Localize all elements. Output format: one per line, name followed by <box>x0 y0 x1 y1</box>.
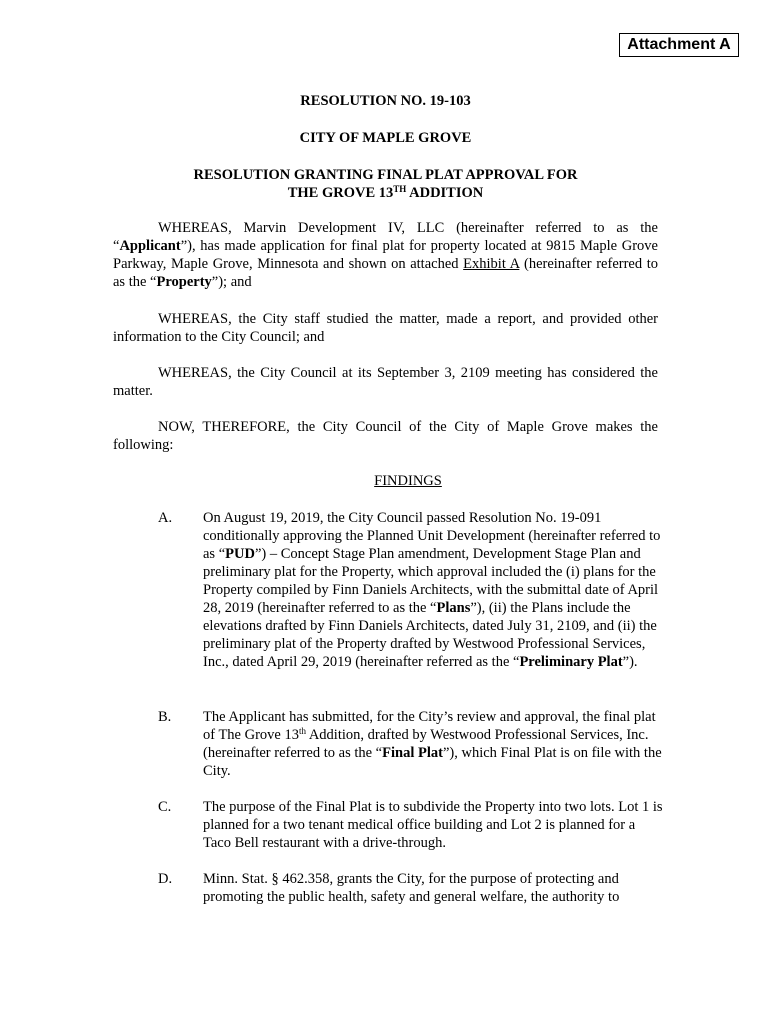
text-run: ”) – Concept Stage Plan amendment, Development Stage Plan and preliminary plat for the Property, which approval included the (i) plans for the Property compiled by Finn Daniels Architects, with the submittal date of April 28, 2019 (hereinafter referred to as the “ <box>203 546 659 616</box>
title-line-2-pre: THE GROVE 13 <box>287 185 394 201</box>
text-run: The Applicant has submitted, for the City’s review and approval, the final plat of The Grove 13 <box>203 709 656 743</box>
city-name: CITY OF MAPLE GROVE <box>299 130 472 146</box>
finding-b-letter: B. <box>158 709 172 725</box>
resolution-title <box>113 166 658 202</box>
defined-term-applicant: Applicant <box>119 238 181 254</box>
text-run: Addition, drafted by Westwood Professional Services, Inc. (hereinafter referred to as the “ <box>203 727 649 761</box>
findings-heading: FINDINGS <box>374 473 442 489</box>
text-run: ”); and <box>211 274 252 290</box>
text-run: ”), has made application for final plat for property located at 9815 Maple Grove Parkway, Maple Grove, Minnesota and shown on attached <box>113 238 658 272</box>
whereas-council-paragraph: WHEREAS, the City Council at its September 3, 2109 meeting has considered the matter. <box>113 365 658 399</box>
text-run: (hereinafter referred to as the “ <box>113 256 659 290</box>
defined-term-preliminary-plat: Preliminary Plat <box>519 654 623 670</box>
title-superscript: TH <box>393 184 407 194</box>
whereas-staff-paragraph: WHEREAS, the City staff studied the matter, made a report, and provided other information to the City Council; and <box>113 311 658 345</box>
defined-term-final-plat: Final Plat <box>382 745 443 761</box>
finding-b-text <box>203 708 665 780</box>
text-run: ”). <box>622 654 638 670</box>
whereas-applicant-paragraph <box>113 219 658 291</box>
title-line-2-post: ADDITION <box>406 185 484 201</box>
now-therefore-paragraph: NOW, THEREFORE, the City Council of the City of Maple Grove makes the following: <box>113 419 658 453</box>
title-line-2 <box>113 184 658 202</box>
attachment-label: Attachment A <box>619 33 739 57</box>
text-run: ”), (ii) the Plans include the elevations drafted by Finn Daniels Architects, dated July 31, 2109, and (ii) the preliminary plat of the Property drafted by Westwood Professional Services, Inc., dated April 29, 2019 (hereinafter referred as the “ <box>203 600 657 670</box>
defined-term-plans: Plans <box>436 600 471 616</box>
defined-term-pud: PUD <box>225 546 255 562</box>
text-run: WHEREAS, Marvin Development IV, LLC (hereinafter referred to as the “ <box>113 220 658 254</box>
text-run: ”), which Final Plat is on file with the City. <box>203 745 662 779</box>
exhibit-a-link[interactable]: Exhibit A <box>463 256 520 272</box>
defined-term-property: Property <box>156 274 212 290</box>
finding-a-letter: A. <box>158 510 173 526</box>
text-run: On August 19, 2019, the City Council passed Resolution No. 19-091 conditionally approving the Planned Unit Development (hereinafter referred to as “ <box>203 510 661 562</box>
finding-d-text: Minn. Stat. § 462.358, grants the City, for the purpose of protecting and promoting the public health, safety and general welfare, the authority to <box>203 871 620 905</box>
finding-d-letter: D. <box>158 871 173 887</box>
resolution-number: RESOLUTION NO. 19-103 <box>300 93 471 109</box>
finding-a-text <box>203 509 665 671</box>
finding-c-letter: C. <box>158 799 172 815</box>
ordinal-superscript: th <box>298 726 306 736</box>
finding-c-text: The purpose of the Final Plat is to subdivide the Property into two lots. Lot 1 is planned for a two tenant medical office building and Lot 2 is planned for a Taco Bell restaurant with a drive-through. <box>203 799 663 851</box>
title-line-1: RESOLUTION GRANTING FINAL PLAT APPROVAL FOR <box>193 167 578 183</box>
